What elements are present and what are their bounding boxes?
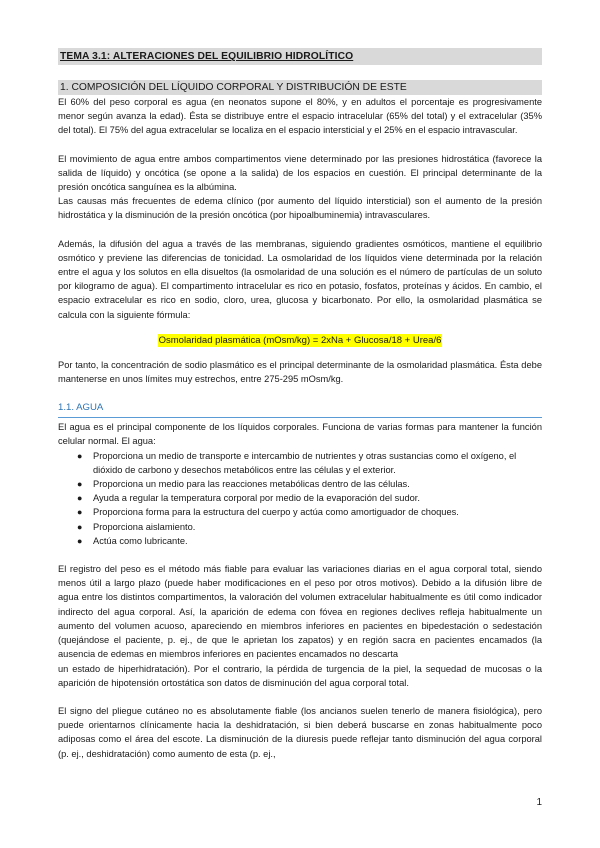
subsection-heading-wrap — [58, 397, 542, 418]
bullet-list — [58, 449, 542, 548]
bullet-icon: ● — [77, 535, 83, 546]
list-item: ● Ayuda a regular la temperatura corporal por medio de la evaporación del sudor. — [93, 491, 542, 505]
list-item: ● Proporciona aislamiento. — [93, 520, 542, 534]
list-item: ● Proporciona un medio de transporte e intercambio de nutrientes y otras sustancias como el oxígeno, el dióxido de carbono y desechos metabólicos entre las células y el exterior. — [77, 450, 517, 475]
formula-block — [58, 330, 542, 348]
paragraph: El agua es el principal componente de los líquidos corporales. Funciona de varias formas para mantener la función celular normal. El agua: — [58, 422, 542, 447]
page-number: 1 — [536, 797, 542, 808]
list-item: ● Proporciona un medio para las reacciones metabólicas dentro de las células. — [93, 477, 542, 491]
paragraph: El signo del pliegue cutáneo no es absolutamente fiable (los ancianos suelen tenerlo de manera fisiológica), pero puede orientarnos clínicamente hacia la deshidratación, si bien deberá buscarse en zonas habitualmente poco adiposas como el área del escote. La disminución de la diuresis puede reflejar tanto disminución del agua corporal (p. ej., deshidratación) como aumento de esta (p. ej., — [58, 705, 542, 759]
list-item: ● Proporciona forma para la estructura del cuerpo y actúa como amortiguador de choques. — [93, 505, 542, 519]
paragraph: Además, la difusión del agua a través de las membranas, siguiendo gradientes osmóticos, mantiene el equilibrio osmótico y previene las diferencias de tonicidad. La osmolaridad de los líquidos viene determinada por la relación entre el agua y los solutos en ella disueltos (la osmolaridad de una solución es el número de partículas de un soluto por kilogramo de agua). El compartimento intracelular es rico en potasio, fosfatos, proteínas y ácidos. En cambio, el espacio extracelular es rico en sodio, cloro, urea, glucosa y bicarbonato. Por ello, la osmolaridad plasmática se calcula con la siguiente fórmula: — [58, 238, 542, 320]
document-page — [58, 48, 542, 761]
section-heading: 1. COMPOSICIÓN DEL LÍQUIDO CORPORAL Y DISTRIBUCIÓN DE ESTE — [58, 80, 542, 95]
bullet-icon: ● — [77, 507, 83, 518]
bullet-icon: ● — [77, 479, 83, 490]
paragraph: El movimiento de agua entre ambos compartimentos viene determinado por las presiones hidrostática (favorece la salida de líquido) y oncótica (se opone a la salida) de los espacios en cuestión. El principal determinante de la presión oncótica sanguínea es la albúmina. — [58, 153, 542, 193]
paragraph: Las causas más frecuentes de edema clínico (por aumento del líquido intersticial) son el aumento de la presión hidrostática y la disminución de la presión oncótica (por hipoalbuminemia) intravasculares. — [58, 196, 542, 221]
subsection-heading: 1.1. AGUA — [58, 402, 104, 414]
bullet-icon: ● — [77, 450, 83, 461]
document-title: TEMA 3.1: ALTERACIONES DEL EQUILIBRIO HIDROLÍTICO — [58, 48, 542, 65]
bullet-icon: ● — [77, 493, 83, 504]
osmolarity-formula: Osmolaridad plasmática (mOsm/kg) = 2xNa + Glucosa/18 + Urea/6 — [158, 334, 442, 346]
paragraph: El 60% del peso corporal es agua (en neonatos supone el 80%, y en adultos el porcentaje es progresivamente menor según avanza la edad). Ésta se distribuye entre el espacio intracelular (65% del total) y el extracelular (35% del total). El 75% del agua extracelular se localiza en el espacio intersticial y el 25% en el espacio intravascular. — [58, 97, 542, 136]
paragraph: El registro del peso es el método más fiable para evaluar las variaciones diarias en el agua corporal total, siendo menos útil a largo plazo (puede haber modificaciones en el peso por otros motivos). Debido a la difusión libre de agua entre los distintos compartimentos, la valoración del volumen extracelular habitualmente es útil como indicador indirecto del agua corporal. Así, la aparición de edema con fóvea en regiones declives refleja habitualmente un aumento del volumen acuoso, apareciendo en miembros inferiores en pacientes en bipedestación o sedestación (quejándose el paciente, p. ej., de que le aprietan los zapatos) y en región sacra en pacientes encamados (la ausencia de edemas en miembros inferiores en pacientes encamados no descarta — [58, 564, 542, 660]
bullet-icon: ● — [77, 521, 83, 532]
paragraph: Por tanto, la concentración de sodio plasmático es el principal determinante de la osmolaridad plasmática. Ésta debe mantenerse en unos límites muy estrechos, entre 275-295 mOsm/kg. — [58, 359, 542, 385]
list-item: ● Actúa como lubricante. — [93, 534, 542, 548]
paragraph: un estado de hiperhidratación). Por el contrario, la pérdida de turgencia de la piel, la sequedad de mucosas o la aparición de hipotensión ortostática son datos de disminución del agua corporal total. — [58, 663, 542, 688]
